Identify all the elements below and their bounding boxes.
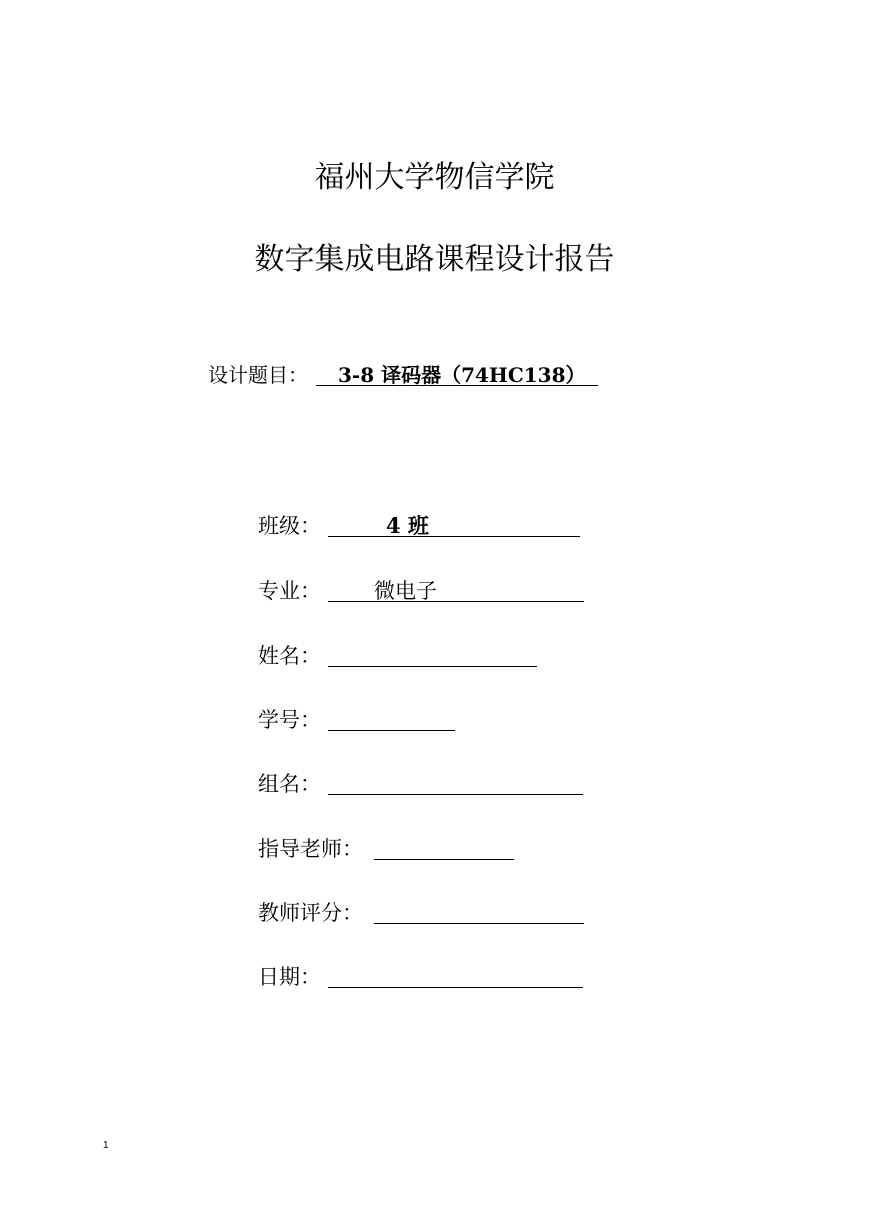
- name-field: [258, 641, 321, 671]
- major-label: 专业：: [258, 579, 321, 603]
- design-topic-row: [208, 360, 598, 390]
- class-underline: [328, 536, 580, 537]
- major-value: 微电子: [374, 579, 437, 603]
- date-label: 日期：: [258, 965, 321, 989]
- student-id-field: [258, 705, 321, 735]
- date-underline: [328, 987, 583, 988]
- design-topic-value: 3-8 译码器（74HC138）: [316, 360, 598, 386]
- class-label: 班级：: [258, 514, 321, 538]
- grade-underline: [374, 923, 584, 924]
- advisor-underline: [374, 859, 514, 860]
- grade-label: 教师评分：: [258, 901, 363, 925]
- page-number: 1: [103, 1140, 109, 1151]
- student-id-label: 学号：: [258, 708, 321, 732]
- design-topic-label: 设计题目：: [208, 363, 308, 387]
- class-value: 4 班: [386, 513, 429, 538]
- grade-field: [258, 898, 363, 928]
- group-label: 组名：: [258, 772, 321, 796]
- group-underline: [328, 794, 583, 795]
- advisor-field: [258, 834, 363, 864]
- institution-title: 福州大学物信学院: [314, 160, 555, 195]
- class-field: [258, 511, 429, 541]
- date-field: [258, 962, 321, 992]
- report-title: 数字集成电路课程设计报告: [254, 242, 615, 277]
- student-id-underline: [328, 730, 455, 731]
- major-field: [258, 576, 437, 606]
- advisor-label: 指导老师：: [258, 837, 363, 861]
- major-underline: [328, 601, 584, 602]
- name-label: 姓名：: [258, 644, 321, 668]
- group-field: [258, 769, 321, 799]
- name-underline: [328, 666, 537, 667]
